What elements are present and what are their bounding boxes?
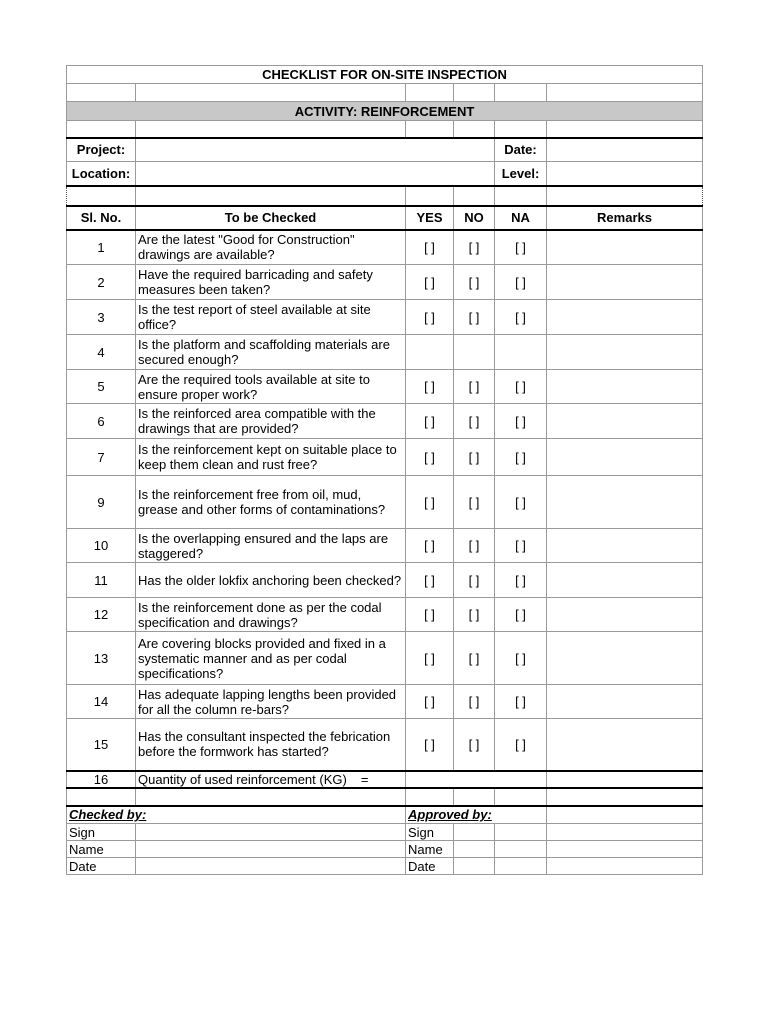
checklist-item-row: [67, 335, 703, 370]
na-checkbox[interactable]: [ ]: [495, 529, 547, 563]
blank-cell: [495, 788, 547, 806]
approved-sign-field-c[interactable]: [547, 824, 703, 841]
remarks-field[interactable]: [547, 563, 703, 598]
quantity-remarks[interactable]: [547, 771, 703, 788]
yes-checkbox[interactable]: [ ]: [406, 529, 454, 563]
title-row: [67, 66, 703, 84]
yes-checkbox[interactable]: [ ]: [406, 230, 454, 265]
yes-checkbox[interactable]: [ ]: [406, 439, 454, 476]
item-number: 7: [67, 439, 136, 476]
yes-checkbox[interactable]: [ ]: [406, 476, 454, 529]
remarks-field[interactable]: [547, 404, 703, 439]
item-number: 14: [67, 685, 136, 719]
blank-cell: [454, 788, 495, 806]
checked-name-field[interactable]: [136, 841, 406, 858]
quantity-number: 16: [67, 771, 136, 788]
blank-row: [67, 121, 703, 138]
approved-by-label: Approved by:: [406, 806, 547, 824]
item-number: 2: [67, 265, 136, 300]
activity-row: [67, 102, 703, 121]
item-number: 4: [67, 335, 136, 370]
no-checkbox[interactable]: [ ]: [454, 598, 495, 632]
header-remarks: Remarks: [547, 206, 703, 230]
checklist-item-row: [67, 598, 703, 632]
blank-row: [67, 84, 703, 102]
remarks-field[interactable]: [547, 529, 703, 563]
remarks-field[interactable]: [547, 335, 703, 370]
item-question: Are the required tools available at site to ensure proper work?: [136, 370, 406, 404]
item-number: 1: [67, 230, 136, 265]
quantity-label: [136, 771, 406, 788]
item-number: 10: [67, 529, 136, 563]
checklist-item-row: [67, 563, 703, 598]
no-checkbox[interactable]: [ ]: [454, 404, 495, 439]
checklist-item-row: [67, 265, 703, 300]
approved-name-field-a[interactable]: [454, 841, 495, 858]
no-checkbox[interactable]: [ ]: [454, 685, 495, 719]
header-to-be-checked: To be Checked: [136, 206, 406, 230]
header-na: NA: [495, 206, 547, 230]
na-checkbox[interactable]: [ ]: [495, 563, 547, 598]
approved-sign-label: Sign: [406, 824, 454, 841]
approved-name-label: Name: [406, 841, 454, 858]
header-sl-no: Sl. No.: [67, 206, 136, 230]
item-question: Is the overlapping ensured and the laps are staggered?: [136, 529, 406, 563]
item-question: Is the reinforcement done as per the codal specification and drawings?: [136, 598, 406, 632]
item-question: Is the platform and scaffolding materials are secured enough?: [136, 335, 406, 370]
no-checkbox[interactable]: [ ]: [454, 300, 495, 335]
checked-date-label: Date: [67, 858, 136, 875]
checklist-title: CHECKLIST FOR ON-SITE INSPECTION: [67, 66, 703, 84]
checked-date-field[interactable]: [136, 858, 406, 875]
signoff-sign-row: [67, 824, 703, 841]
item-question: Has the older lokfix anchoring been checked?: [136, 563, 406, 598]
remarks-field[interactable]: [547, 265, 703, 300]
na-checkbox[interactable]: [ ]: [495, 370, 547, 404]
yes-checkbox[interactable]: [ ]: [406, 265, 454, 300]
na-checkbox[interactable]: [ ]: [495, 476, 547, 529]
location-field[interactable]: [136, 162, 495, 186]
location-row: [67, 162, 703, 186]
checked-sign-field[interactable]: [136, 824, 406, 841]
checklist-table: [66, 65, 703, 875]
signoff-date-row: [67, 858, 703, 875]
no-checkbox[interactable]: [454, 335, 495, 370]
approved-name-field-c[interactable]: [547, 841, 703, 858]
no-checkbox[interactable]: [ ]: [454, 719, 495, 771]
checklist-item-row: [67, 719, 703, 771]
approved-sign-field-b[interactable]: [495, 824, 547, 841]
quantity-text: Quantity of used reinforcement (KG): [138, 771, 347, 787]
approved-name-field-b[interactable]: [495, 841, 547, 858]
item-question: Is the test report of steel available at site office?: [136, 300, 406, 335]
item-question: Is the reinforcement free from oil, mud, grease and other forms of contaminations?: [136, 476, 406, 529]
project-row: [67, 138, 703, 162]
no-checkbox[interactable]: [ ]: [454, 563, 495, 598]
blank-cell: [67, 788, 136, 806]
yes-checkbox[interactable]: [ ]: [406, 404, 454, 439]
yes-checkbox[interactable]: [ ]: [406, 300, 454, 335]
item-question: Is the reinforced area compatible with the drawings that are provided?: [136, 404, 406, 439]
yes-checkbox[interactable]: [406, 335, 454, 370]
remarks-field[interactable]: [547, 476, 703, 529]
blank-cell: [547, 806, 703, 824]
checklist-item-row: [67, 685, 703, 719]
yes-checkbox[interactable]: [ ]: [406, 632, 454, 685]
yes-checkbox[interactable]: [ ]: [406, 370, 454, 404]
no-checkbox[interactable]: [ ]: [454, 632, 495, 685]
remarks-field[interactable]: [547, 598, 703, 632]
approved-date-label: Date: [406, 858, 454, 875]
item-question: Are covering blocks provided and fixed in a systematic manner and as per codal specifications?: [136, 632, 406, 685]
quantity-equals: =: [360, 771, 369, 787]
no-checkbox[interactable]: [ ]: [454, 370, 495, 404]
header-yes: YES: [406, 206, 454, 230]
na-checkbox[interactable]: [ ]: [495, 230, 547, 265]
remarks-field[interactable]: [547, 685, 703, 719]
no-checkbox[interactable]: [ ]: [454, 476, 495, 529]
activity-title: ACTIVITY: REINFORCEMENT: [67, 102, 703, 121]
checklist-item-row: [67, 300, 703, 335]
no-checkbox[interactable]: [ ]: [454, 529, 495, 563]
checklist-item-row: [67, 370, 703, 404]
blank-cell: [547, 788, 703, 806]
checked-by-label: Checked by:: [67, 806, 406, 824]
na-checkbox[interactable]: [ ]: [495, 719, 547, 771]
signoff-header-row: [67, 806, 703, 824]
checked-sign-label: Sign: [67, 824, 136, 841]
blank-row: [67, 186, 703, 206]
item-number: 15: [67, 719, 136, 771]
header-row: [67, 206, 703, 230]
na-checkbox[interactable]: [ ]: [495, 632, 547, 685]
approved-date-field-b[interactable]: [495, 858, 547, 875]
na-checkbox[interactable]: [ ]: [495, 404, 547, 439]
remarks-field[interactable]: [547, 370, 703, 404]
item-number: 9: [67, 476, 136, 529]
quantity-row: [67, 771, 703, 788]
approved-sign-field-a[interactable]: [454, 824, 495, 841]
item-question: Has adequate lapping lengths been provided for all the column re-bars?: [136, 685, 406, 719]
na-checkbox[interactable]: [495, 335, 547, 370]
level-field[interactable]: [547, 162, 703, 186]
blank-cell: [136, 788, 406, 806]
approved-date-field-c[interactable]: [547, 858, 703, 875]
remarks-field[interactable]: [547, 632, 703, 685]
na-checkbox[interactable]: [ ]: [495, 685, 547, 719]
location-label: Location:: [67, 162, 136, 186]
checklist-item-row: [67, 632, 703, 685]
item-number: 13: [67, 632, 136, 685]
no-checkbox[interactable]: [ ]: [454, 265, 495, 300]
blank-row: [67, 788, 703, 806]
inspection-checklist-sheet: [66, 65, 702, 875]
signoff-name-row: [67, 841, 703, 858]
yes-checkbox[interactable]: [ ]: [406, 719, 454, 771]
remarks-field[interactable]: [547, 719, 703, 771]
remarks-field[interactable]: [547, 439, 703, 476]
checklist-item-row: [67, 230, 703, 265]
na-checkbox[interactable]: [ ]: [495, 265, 547, 300]
item-question: Are the latest "Good for Construction" drawings are available?: [136, 230, 406, 265]
yes-checkbox[interactable]: [ ]: [406, 685, 454, 719]
no-checkbox[interactable]: [ ]: [454, 230, 495, 265]
item-number: 12: [67, 598, 136, 632]
item-question: Has the consultant inspected the febrication before the formwork has started?: [136, 719, 406, 771]
approved-date-field-a[interactable]: [454, 858, 495, 875]
item-number: 11: [67, 563, 136, 598]
checklist-item-row: [67, 404, 703, 439]
project-label: Project:: [67, 138, 136, 162]
checklist-item-row: [67, 529, 703, 563]
checked-name-label: Name: [67, 841, 136, 858]
level-label: Level:: [495, 162, 547, 186]
yes-checkbox[interactable]: [ ]: [406, 598, 454, 632]
header-no: NO: [454, 206, 495, 230]
yes-checkbox[interactable]: [ ]: [406, 563, 454, 598]
na-checkbox[interactable]: [ ]: [495, 598, 547, 632]
date-label: Date:: [495, 138, 547, 162]
date-field[interactable]: [547, 138, 703, 162]
item-question: Is the reinforcement kept on suitable place to keep them clean and rust free?: [136, 439, 406, 476]
na-checkbox[interactable]: [ ]: [495, 300, 547, 335]
remarks-field[interactable]: [547, 230, 703, 265]
quantity-field[interactable]: [406, 771, 547, 788]
item-number: 3: [67, 300, 136, 335]
item-question: Have the required barricading and safety measures been taken?: [136, 265, 406, 300]
checklist-item-row: [67, 476, 703, 529]
blank-cell: [406, 788, 454, 806]
item-number: 5: [67, 370, 136, 404]
no-checkbox[interactable]: [ ]: [454, 439, 495, 476]
na-checkbox[interactable]: [ ]: [495, 439, 547, 476]
item-number: 6: [67, 404, 136, 439]
project-field[interactable]: [136, 138, 495, 162]
remarks-field[interactable]: [547, 300, 703, 335]
checklist-item-row: [67, 439, 703, 476]
